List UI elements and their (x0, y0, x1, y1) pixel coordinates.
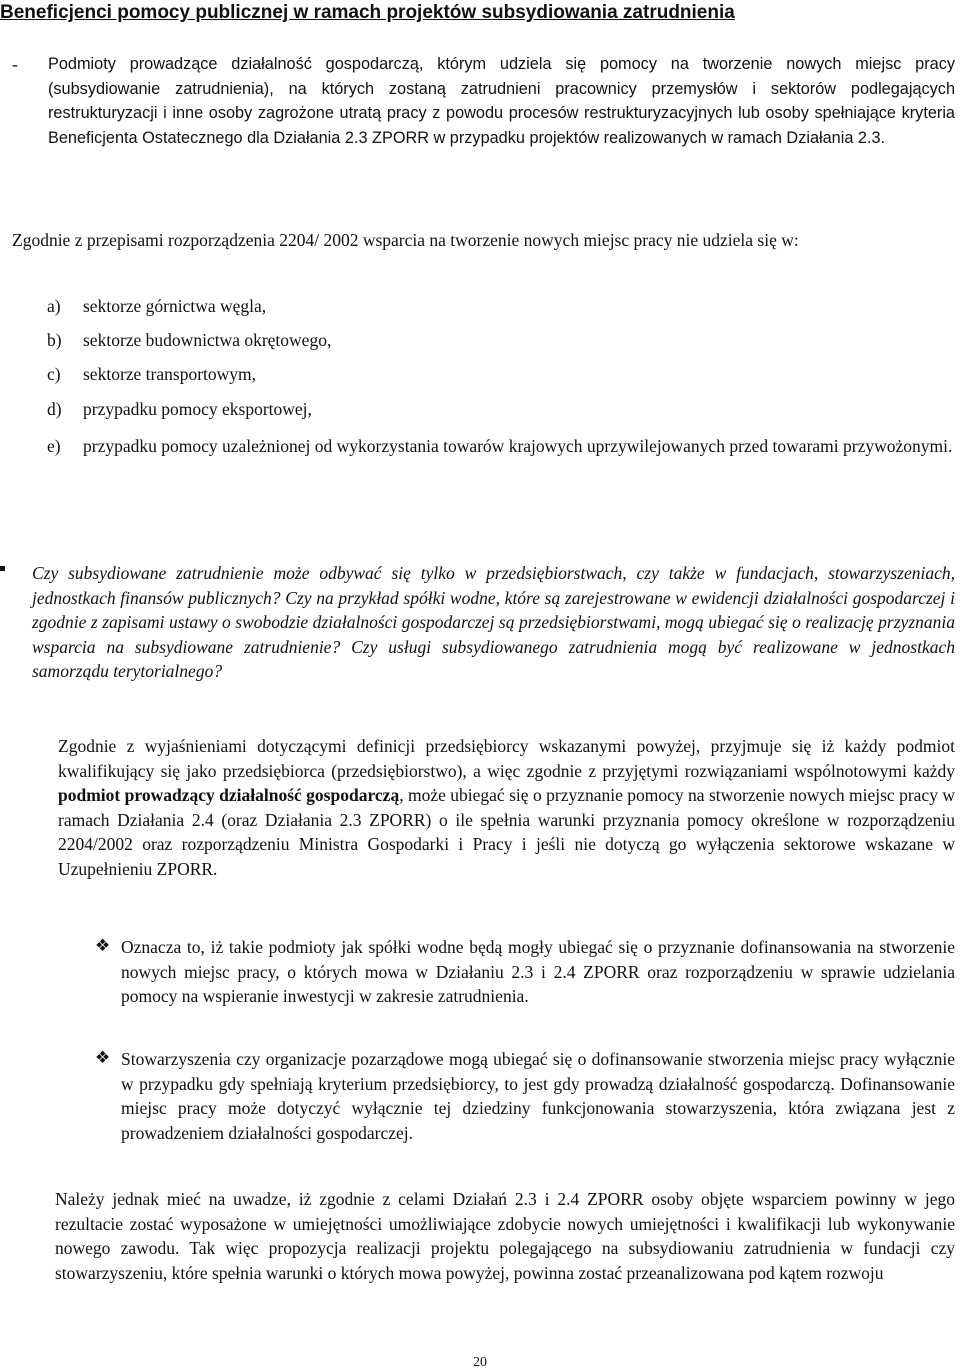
diamond-point: Oznacza to, iż takie podmioty jak spółki wodne będą mogły ubiegać się o przyznanie dofinansowania na stworzenie nowych miejsc pracy, o których mowa w Działaniu 2.3 i 2.4 ZPORR oraz rozporządzeniu w sprawie udzielania pomocy na wspieranie inwestycji w zakresie zatrudnienia. (121, 937, 955, 1007)
answer-paragraph (58, 734, 955, 882)
answer-text-part1: Zgodnie z wyjaśnieniami dotyczącymi definicji przedsiębiorcy wskazanymi powyżej, przyjmuje się iż każdy podmiot kwalifikujący się jako przedsiębiorca (przedsiębiorstwo), a więc zgodnie z przyjętymi rozwiązaniami wspólnotowymi każdy (58, 736, 955, 781)
diamond-point: Stowarzyszenia czy organizacje pozarządowe mogą ubiegać się o dofinansowanie stworzenia miejsc pracy wyłącznie w przypadku gdy spełniają kryterium przedsiębiorcy, to jest gdy prowadzą działalność gospodarczą. Dofinansowanie miejsc pracy może dotyczyć wyłącznie tej dziedziny funkcjonowania stowarzyszenia, która związana jest z prowadzeniem działalności gospodarczej. (121, 1049, 955, 1143)
answer-text-part2: , może ubiegać się o przyznanie pomocy na stworzenie nowych miejsc pracy w ramach Działania 2.4 (oraz Działania 2.3 ZPORR) o ile spełnia warunki przyznania pomocy określone w rozporządzeniu 2204/2002 oraz rozporządzeniu Ministra Gospodarki i Pracy i jeśli nie dotyczą go wyłączenia sektorowe wskazane w Uzupełnieniu ZPORR. (58, 785, 955, 879)
list-item-text: przypadku pomocy eksportowej, (83, 399, 312, 419)
list-item-text: sektorze transportowym, (83, 364, 257, 384)
closing-paragraph: Należy jednak mieć na uwadze, iż zgodnie z celami Działań 2.3 i 2.4 ZPORR osoby objęte wsparciem powinny w jego rezultacie zostać wyposażone w umiejętności umożliwiające zdobycie nowych umiejętności i kwalifikacji lub wykonywanie nowego zawodu. Tak więc propozycja realizacji projektu polegającego na subsydiowaniu zatrudnienia w fundacji czy stowarzyszeniu, które spełnia warunki o których mowa powyżej, powinna zostać przeanalizowana pod kątem rozwoju (55, 1189, 955, 1283)
question-paragraph: Czy subsydiowane zatrudnienie może odbywać się tylko w przedsiębiorstwach, czy także w fundacjach, stowarzyszeniach, jednostkach finansów publicznych? Czy na przykład spółki wodne, które są zarejestrowane w ewidencji działalności gospodarczej i zgodnie z zapisami ustawy o swobodzie działalności gospodarczej są przedsiębiorstwami, mogą ubiegać się o realizację przyznania wsparcia na subsydiowane zatrudnienie? Czy usługi subsydiowanego zatrudnienia mogą być realizowane w jednostkach samorządu terytorialnego? (32, 563, 955, 682)
list-item-text: sektorze górnictwa węgla, (83, 296, 267, 316)
page-number: 20 (473, 1355, 487, 1370)
list-item-label: c) (47, 364, 61, 384)
dash-marker: - (12, 54, 18, 74)
diamond-bullet-icon: ❖ (95, 1048, 111, 1068)
answer-bold-phrase: podmiot prowadzący działalność gospodarczą (58, 785, 400, 806)
list-item-label: d) (47, 399, 62, 419)
list-item-label: e) (47, 436, 61, 456)
diamond-bullet-icon: ❖ (95, 936, 111, 956)
list-item-text: przypadku pomocy uzależnionej od wykorzystania towarów krajowych uprzywilejowanych przed towarami przywożonymi. (83, 436, 953, 456)
regulation-paragraph: Zgodnie z przepisami rozporządzenia 2204/ 2002 wsparcia na tworzenie nowych miejsc pracy nie udziela się w: (12, 230, 799, 250)
list-item-text: sektorze budownictwa okrętowego, (83, 330, 332, 350)
list-item-label: a) (47, 296, 61, 316)
list-item-label: b) (47, 330, 62, 350)
page-title: Beneficjenci pomocy publicznej w ramach projektów subsydiowania zatrudnienia (0, 2, 735, 23)
square-bullet-icon (0, 566, 5, 571)
beneficiaries-paragraph: Podmioty prowadzące działalność gospodarczą, którym udziela się pomocy na tworzenie nowych miejsc pracy (subsydiowanie zatrudnienia), na których zostaną zatrudnieni pracownicy przemysłów i sektorów podlegających restrukturyzacji i inne osoby zagrożone utratą pracy z powodu procesów restrukturyzacyjnych lub osoby spełniające kryteria Beneficjenta Ostatecznego dla Działania 2.3 ZPORR w przypadku projektów realizowanych w ramach Działania 2.3. (48, 55, 955, 147)
